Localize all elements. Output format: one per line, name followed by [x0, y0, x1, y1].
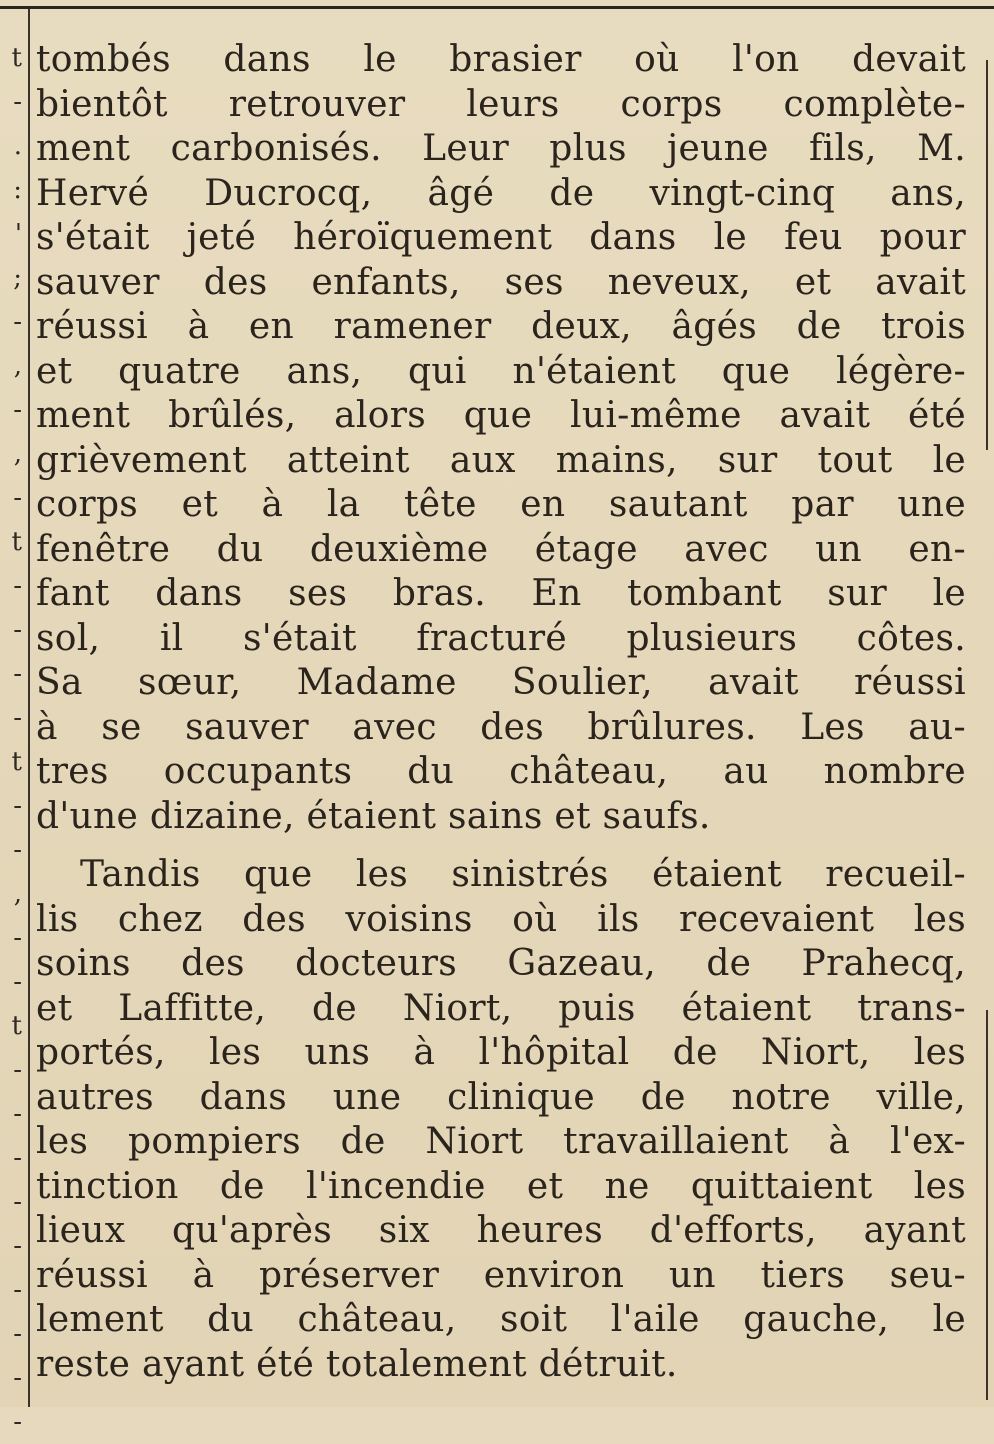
text-line: d'une dizaine, étaient sains et saufs. [36, 795, 711, 837]
text-line: soins des docteurs Gazeau, de Prahecq, [36, 943, 966, 984]
fragment-char: ; [13, 263, 22, 293]
fragment-char: t [11, 747, 22, 777]
text-line: autres dans une clinique de notre ville, [36, 1076, 966, 1118]
text-line: et Laffitte, de Niort, puis étaient trans- [36, 987, 966, 1029]
text-line: lement du château, soit l'aile gauche, le [36, 1299, 966, 1340]
text-line: Tandis que les sinistrés étaient recueil- [80, 854, 966, 895]
article-column [36, 38, 966, 1387]
fragment-char: - [13, 483, 22, 513]
text-line: ment carbonisés. Leur plus jeune fils, M. [36, 128, 966, 169]
fragment-char: - [13, 1407, 22, 1437]
left-column-rule [28, 9, 30, 1407]
text-line: tres occupants du château, au nombre [36, 751, 966, 792]
text-line: les pompiers de Niort travaillaient à l'ex- [36, 1121, 966, 1162]
top-column-rule [0, 6, 994, 9]
paragraph-2 [36, 853, 966, 1387]
fragment-char: - [13, 1275, 22, 1305]
text-line: tombés dans le brasier où l'on devait [36, 39, 966, 80]
text-line: s'était jeté héroïquement dans le feu pour [36, 217, 966, 258]
fragment-char: - [13, 1187, 22, 1217]
text-line: à se sauver avec des brûlures. Les au- [36, 706, 966, 748]
fragment-char: t [11, 43, 22, 73]
fragment-char: - [13, 1319, 22, 1349]
text-line: Sa sœur, Madame Soulier, avait réussi [36, 662, 966, 703]
adjacent-column-fragments [0, 36, 24, 1444]
text-line: grièvement atteint aux mains, sur tout le [36, 439, 966, 481]
fragment-char: - [13, 835, 22, 865]
fragment-char: - [13, 1099, 22, 1129]
fragment-char: , [13, 879, 22, 909]
text-line: ment brûlés, alors que lui-même avait été [36, 395, 966, 436]
text-line: fenêtre du deuxième étage avec un en- [36, 528, 966, 570]
fragment-char: - [13, 1143, 22, 1173]
text-line: bientôt retrouver leurs corps complète- [36, 83, 966, 125]
text-line: portés, les uns à l'hôpital de Niort, les [36, 1032, 966, 1073]
fragment-char: - [13, 659, 22, 689]
text-line: réussi à préserver environ un tiers seu- [36, 1254, 966, 1296]
fragment-char: ' [14, 219, 22, 249]
fragment-char: - [13, 703, 22, 733]
fragment-char: - [13, 307, 22, 337]
fragment-char: - [13, 571, 22, 601]
fragment-char: - [13, 1363, 22, 1393]
text-line: sol, il s'était fracturé plusieurs côtes. [36, 617, 966, 659]
text-line: sauver des enfants, ses neveux, et avait [36, 261, 966, 303]
text-line: Hervé Ducrocq, âgé de vingt-cinq ans, [36, 172, 966, 214]
right-column-rule [986, 60, 988, 450]
fragment-char: - [13, 923, 22, 953]
text-line: réussi à en ramener deux, âgés de trois [36, 306, 966, 347]
fragment-char: - [13, 87, 22, 117]
fragment-char: , [13, 439, 22, 469]
fragment-char: - [13, 1055, 22, 1085]
text-line: reste ayant été totalement détruit. [36, 1343, 678, 1385]
text-line: lieux qu'après six heures d'efforts, ayant [36, 1210, 966, 1251]
fragment-char: - [13, 615, 22, 645]
text-line: fant dans ses bras. En tombant sur le [36, 573, 966, 614]
text-line: corps et à la tête en sautant par une [36, 484, 966, 525]
fragment-char: - [13, 791, 22, 821]
fragment-char: t [11, 527, 22, 557]
right-column-rule-lower [986, 1010, 988, 1400]
fragment-char: : [13, 175, 22, 205]
paragraph-1 [36, 38, 966, 839]
text-line: tinction de l'incendie et ne quittaient les [36, 1165, 966, 1207]
fragment-char: - [13, 967, 22, 997]
fragment-char: . [13, 131, 22, 161]
text-line: lis chez des voisins où ils recevaient les [36, 898, 966, 940]
fragment-char: - [13, 1231, 22, 1261]
fragment-char: t [11, 1011, 22, 1041]
text-line: et quatre ans, qui n'étaient que légère- [36, 350, 966, 392]
fragment-char: , [13, 351, 22, 381]
fragment-char: - [13, 395, 22, 425]
